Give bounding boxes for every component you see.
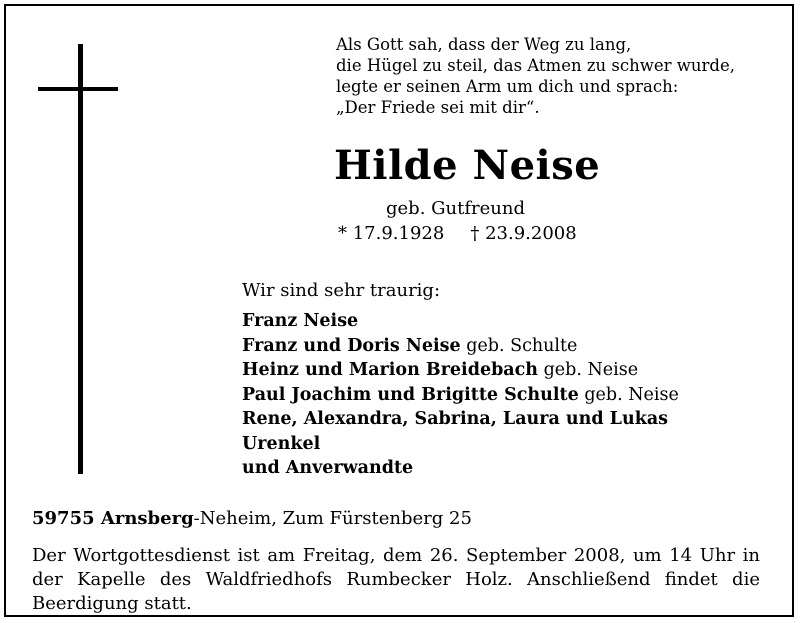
mourner-name: Paul Joachim und Brigitte Schulte xyxy=(242,384,579,405)
mourners-intro: Wir sind sehr traurig: xyxy=(242,280,441,301)
address xyxy=(32,508,472,529)
death-date: † 23.9.2008 xyxy=(470,223,577,244)
cross-icon-bar xyxy=(38,87,118,91)
deceased-name: Hilde Neise xyxy=(334,142,601,189)
service-info: Der Wortgottesdienst ist am Freitag, dem 26. September 2008, um 14 Uhr in der Kapelle des Waldfriedhofs Rumbecker Holz. Anschließend findet die Beerdigung statt. xyxy=(32,545,760,614)
list-item xyxy=(242,456,679,481)
list-item xyxy=(242,407,679,432)
list-item xyxy=(242,309,679,334)
obituary-notice xyxy=(4,4,794,617)
mourner-name: Heinz und Marion Breidebach xyxy=(242,360,539,380)
mourner-name: und Anverwandte xyxy=(242,458,414,478)
mourner-suffix: geb. Schulte xyxy=(460,335,578,356)
mourner-suffix: geb. Neise xyxy=(578,384,679,405)
mourner-name: Franz Neise xyxy=(242,311,359,331)
mourner-name: Urenkel xyxy=(242,433,321,454)
list-item xyxy=(242,358,679,383)
list-item xyxy=(242,383,679,408)
poem-line: „Der Friede sei mit dir“. xyxy=(336,98,540,117)
list-item xyxy=(242,334,679,359)
poem-line: legte er seinen Arm um dich und sprach: xyxy=(336,77,679,96)
list-item xyxy=(242,432,679,457)
poem-line: die Hügel zu steil, das Atmen zu schwer wurde, xyxy=(336,56,735,75)
poem xyxy=(336,34,735,118)
poem-line: Als Gott sah, dass der Weg zu lang, xyxy=(336,35,632,54)
cross-icon xyxy=(78,44,83,474)
address-city: 59755 Arnsberg xyxy=(32,508,194,529)
mourner-name: Franz und Doris Neise xyxy=(242,335,461,356)
mourner-name: Rene, Alexandra, Sabrina, Laura und Lukas xyxy=(242,409,669,429)
mourners-list xyxy=(242,309,679,481)
mourner-suffix: geb. Neise xyxy=(538,360,639,380)
life-dates xyxy=(338,223,577,244)
birth-date: * 17.9.1928 xyxy=(338,223,445,244)
address-street: -Neheim, Zum Fürstenberg 25 xyxy=(193,508,472,529)
maiden-name: geb. Gutfreund xyxy=(386,198,525,219)
